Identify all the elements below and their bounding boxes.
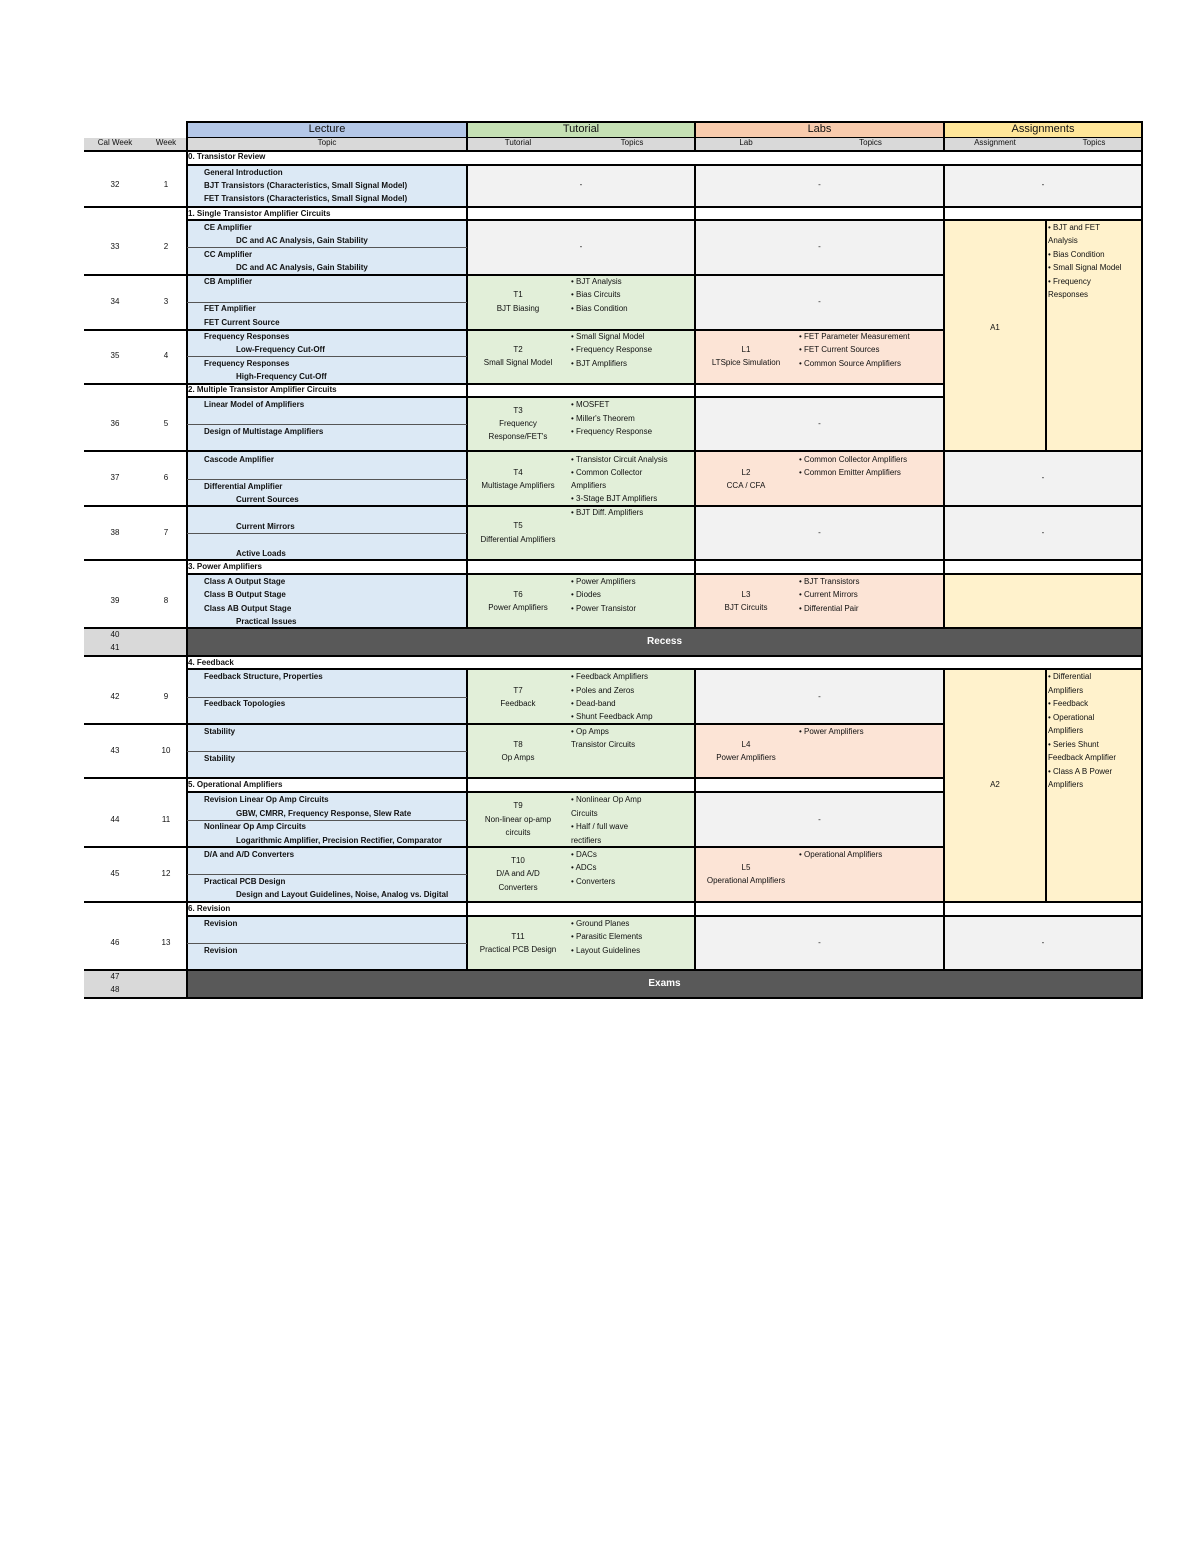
lecture-topic: Revision — [204, 919, 238, 928]
tutorial-topic: Circuits — [571, 809, 598, 818]
tutorial-title: Small Signal Model — [483, 358, 553, 367]
table-border — [186, 137, 1143, 138]
table-border — [186, 668, 1143, 670]
tutorial-topic: • BJT Diff. Amplifiers — [571, 508, 644, 517]
tutorial-id: T5 — [513, 521, 523, 530]
lab-title: Operational Amplifiers — [706, 876, 786, 885]
assignment-topic: • Feedback — [1048, 699, 1089, 708]
table-border — [84, 505, 1143, 507]
lab-topic: • Operational Amplifiers — [799, 850, 883, 859]
tutorial-topic: • Power Amplifiers — [571, 577, 636, 586]
table-border — [84, 274, 944, 276]
tutorial-topic: • Parasitic Elements — [571, 932, 643, 941]
lab-topic: • Common Emitter Amplifiers — [799, 468, 901, 477]
lab-id: L2 — [741, 468, 751, 477]
table-border — [943, 121, 945, 151]
table-border — [1045, 221, 1047, 450]
lecture-divider — [187, 697, 467, 698]
lecture-topic: CE Amplifier — [204, 223, 252, 232]
lecture-topic: Class B Output Stage — [204, 590, 286, 599]
cal-week: 33 — [110, 242, 120, 251]
lab-title: BJT Circuits — [724, 603, 768, 612]
assignment-sub-header: Assignment — [944, 138, 1046, 150]
tutorial-title: D/A and A/D — [496, 869, 540, 878]
lecture-divider — [187, 533, 467, 534]
week-number: 8 — [163, 596, 169, 605]
table-border — [186, 219, 1143, 221]
table-border — [466, 121, 468, 151]
cal-week: 35 — [110, 351, 120, 360]
section-title: 0. Transistor Review — [188, 152, 266, 161]
lecture-topic: BJT Transistors (Characteristics, Small Signal Model) — [204, 181, 408, 190]
tutorial-topic: Amplifiers — [571, 481, 607, 490]
empty-dash: - — [1041, 938, 1045, 947]
tutorial-topic: • Dead-band — [571, 699, 616, 708]
empty-dash: - — [818, 692, 821, 701]
cal-week: 48 — [110, 985, 120, 994]
recess-row: Recess — [187, 629, 1142, 655]
lecture-topic: General Introduction — [204, 168, 283, 177]
tutorial-topic: rectifiers — [571, 836, 602, 845]
tutorial-title: Practical PCB Design — [479, 945, 557, 954]
tutorial-topic: • Ground Planes — [571, 919, 630, 928]
table-border — [84, 997, 1143, 999]
lecture-divider — [187, 751, 467, 752]
week-number: 4 — [163, 351, 169, 360]
week-number: 12 — [161, 869, 171, 878]
tutorial-id: T11 — [511, 932, 525, 941]
tutorial-topic: • Op Amps — [571, 727, 609, 736]
table-border — [186, 915, 1143, 917]
lecture-topic: Frequency Responses — [204, 332, 290, 341]
tutorial-header: Tutorial — [467, 122, 695, 137]
cal-week: 44 — [110, 815, 120, 824]
lecture-divider — [187, 820, 467, 821]
table-border — [694, 669, 696, 971]
section-title: 3. Power Amplifiers — [188, 562, 262, 571]
week-number: 2 — [163, 242, 169, 251]
lecture-topic: FET Amplifier — [204, 304, 256, 313]
tutorial-topic: • Frequency Response — [571, 345, 653, 354]
empty-dash: - — [818, 815, 821, 824]
table-border — [84, 383, 944, 385]
empty-dash: - — [579, 242, 583, 251]
lecture-topic: FET Transistors (Characteristics, Small Signal Model) — [204, 194, 408, 203]
assignment-topic: Amplifiers — [1048, 780, 1084, 789]
tutorial-topic: • Bias Condition — [571, 304, 628, 313]
assignment-a1-block — [944, 221, 1142, 450]
tutorial-title: Response/FET's — [488, 432, 548, 441]
tutorial-topic: • Poles and Zeros — [571, 686, 635, 695]
lecture-topic: Class A Output Stage — [204, 577, 286, 586]
cal-week: 36 — [110, 419, 120, 428]
lecture-topic: FET Current Source — [204, 318, 280, 327]
lecture-subtopic: Design and Layout Guidelines, Noise, Analog vs. Digital — [236, 890, 449, 899]
lecture-topic: Feedback Structure, Properties — [204, 672, 323, 681]
tutorial-topic: • Miller's Theorem — [571, 414, 635, 423]
tutorial-title: Feedback — [500, 699, 536, 708]
assignment-id: A2 — [990, 780, 1000, 789]
assignment-topic: • Operational — [1048, 713, 1095, 722]
lecture-subtopic: Current Mirrors — [236, 522, 295, 531]
section-title: 1. Single Transistor Amplifier Circuits — [188, 209, 331, 218]
tutorial-id: T10 — [511, 856, 525, 865]
cal-week: 47 — [110, 972, 120, 981]
lecture-subtopic: Practical Issues — [236, 617, 297, 626]
labs-header: Labs — [695, 122, 944, 137]
section-title: 5. Operational Amplifiers — [188, 780, 283, 789]
tutorial-title: Differential Amplifiers — [480, 535, 556, 544]
lab-topic: • Common Source Amplifiers — [799, 359, 901, 368]
empty-dash: - — [818, 297, 821, 306]
assignments-header: Assignments — [944, 122, 1142, 137]
empty-dash: - — [818, 419, 821, 428]
tutorial-topic: • Layout Guidelines — [571, 946, 641, 955]
empty-dash: - — [818, 938, 821, 947]
lecture-topic: Class AB Output Stage — [204, 604, 292, 613]
lab-topic: • Power Amplifiers — [799, 727, 864, 736]
tutorial-id: T8 — [513, 740, 523, 749]
tutorial-topic: • Small Signal Model — [571, 332, 645, 341]
tutorial-title: Op Amps — [501, 753, 535, 762]
week-number: 7 — [163, 528, 169, 537]
table-border — [186, 121, 1143, 123]
table-border — [84, 723, 944, 725]
cal-week: 41 — [110, 643, 120, 652]
empty-dash: - — [818, 180, 821, 189]
table-border — [943, 669, 945, 971]
tutorial-topic: • Nonlinear Op Amp — [571, 795, 642, 804]
lecture-divider — [187, 943, 467, 944]
week-number: 13 — [161, 938, 171, 947]
assignment-topic: Amplifiers — [1048, 726, 1084, 735]
tutorial-topic: • Half / full wave — [571, 822, 629, 831]
tutorial-topic: • Converters — [571, 877, 616, 886]
section-title: 6. Revision — [188, 904, 231, 913]
lecture-divider — [187, 302, 467, 303]
lab-topic: • BJT Transistors — [799, 577, 860, 586]
tutorial-topic: • Diodes — [571, 590, 601, 599]
lab-id: L5 — [741, 863, 751, 872]
tutorial-id: T6 — [513, 590, 523, 599]
lecture-subtopic: DC and AC Analysis, Gain Stability — [236, 236, 368, 245]
week-number: 11 — [161, 815, 171, 824]
lecture-subtopic: Active Loads — [236, 549, 286, 558]
table-border — [186, 164, 1143, 166]
table-border — [84, 559, 1143, 561]
assignment-topic: • Bias Condition — [1048, 250, 1105, 259]
lecture-divider — [187, 874, 467, 875]
tutorial-sub-header: Tutorial — [467, 138, 569, 150]
tutorial-id: T1 — [513, 290, 523, 299]
tutorial-topic: • DACs — [571, 850, 597, 859]
tutorial-topic: • Bias Circuits — [571, 290, 621, 299]
tutorial-topic: Transistor Circuits — [571, 740, 636, 749]
empty-dash: - — [818, 528, 821, 537]
lecture-topic: Stability — [204, 754, 236, 763]
assignment-topics-header: Topics — [1046, 138, 1142, 150]
lab-topic: • FET Parameter Measurement — [799, 332, 910, 341]
table-border — [84, 901, 1143, 903]
lecture-topic: Practical PCB Design — [204, 877, 286, 886]
empty-dash: - — [579, 180, 583, 189]
tutorial-id: T4 — [513, 468, 523, 477]
lab-topics-header: Topics — [797, 138, 944, 150]
assignment-topic: Feedback Amplifier — [1048, 753, 1117, 762]
lecture-topic: Revision — [204, 946, 238, 955]
assignment-id: A1 — [990, 323, 1000, 332]
lecture-subtopic: Low-Frequency Cut-Off — [236, 345, 325, 354]
cal-week: 34 — [110, 297, 120, 306]
lecture-topic: Revision Linear Op Amp Circuits — [204, 795, 329, 804]
lab-id: L4 — [741, 740, 751, 749]
cal-week-header: Cal Week — [84, 138, 146, 150]
table-border — [84, 150, 1143, 152]
table-border — [694, 121, 696, 151]
assignment-topic: Amplifiers — [1048, 686, 1084, 695]
lab-title: Power Amplifiers — [716, 753, 776, 762]
lab-title: CCA / CFA — [726, 481, 766, 490]
assignment-topic: • Series Shunt — [1048, 740, 1099, 749]
lecture-topic: CC Amplifier — [204, 250, 253, 259]
week-number: 9 — [163, 692, 169, 701]
tutorial-id: T7 — [513, 686, 523, 695]
lab-id: L1 — [741, 345, 751, 354]
tutorial-topics-header: Topics — [569, 138, 695, 150]
week-number: 5 — [163, 419, 169, 428]
assignment-topic: Analysis — [1048, 236, 1078, 245]
tutorial-title: BJT Biasing — [496, 304, 540, 313]
lab-topic: • Differential Pair — [799, 604, 859, 613]
empty-dash: - — [818, 242, 821, 251]
table-border — [186, 791, 944, 793]
lecture-header: Lecture — [187, 122, 467, 137]
lecture-topic: Feedback Topologies — [204, 699, 286, 708]
lecture-topic: Stability — [204, 727, 236, 736]
table-border — [84, 206, 1143, 208]
lecture-topic: Cascode Amplifier — [204, 455, 274, 464]
table-border — [84, 627, 1143, 629]
cal-week: 45 — [110, 869, 120, 878]
section-title: 4. Feedback — [188, 658, 234, 667]
table-border — [84, 846, 944, 848]
assignment-topic: • Class A B Power — [1048, 767, 1113, 776]
tutorial-topic: • BJT Amplifiers — [571, 359, 627, 368]
lecture-subtopic: High-Frequency Cut-Off — [236, 372, 327, 381]
cal-week: 32 — [110, 180, 120, 189]
lecture-topic: Design of Multistage Amplifiers — [204, 427, 324, 436]
assignment-topic: • Frequency — [1048, 277, 1091, 286]
lab-topic: • Common Collector Amplifiers — [799, 455, 908, 464]
tutorial-topic: • Feedback Amplifiers — [571, 672, 649, 681]
tutorial-title: Non-linear op-amp — [484, 815, 552, 824]
table-border — [84, 450, 1143, 452]
lecture-topic-header: Topic — [187, 138, 467, 150]
tutorial-title: Multistage Amplifiers — [481, 481, 555, 490]
lecture-topic: CB Amplifier — [204, 277, 253, 286]
empty-dash: - — [1041, 180, 1045, 189]
cal-week: 46 — [110, 938, 120, 947]
cal-week: 38 — [110, 528, 120, 537]
lab-topic: • FET Current Sources — [799, 345, 880, 354]
tutorial-title: Frequency — [499, 419, 537, 428]
table-border — [186, 396, 944, 398]
lab-sub-header: Lab — [695, 138, 797, 150]
table-border — [84, 655, 1143, 657]
tutorial-id: T3 — [513, 406, 523, 415]
tutorial-title: Power Amplifiers — [488, 603, 548, 612]
lecture-topic: D/A and A/D Converters — [204, 850, 295, 859]
tutorial-title: Converters — [498, 883, 538, 892]
lecture-divider — [187, 479, 467, 480]
assignment-cell — [944, 575, 1142, 627]
lecture-subtopic: Logarithmic Amplifier, Precision Rectifier, Comparator — [236, 836, 442, 845]
tutorial-topic: • BJT Analysis — [571, 277, 622, 286]
table-border — [84, 777, 944, 779]
section-title: 2. Multiple Transistor Amplifier Circuits — [188, 385, 337, 394]
tutorial-id: T9 — [513, 801, 523, 810]
tutorial-topic: • Power Transistor — [571, 604, 637, 613]
cal-week: 37 — [110, 473, 120, 482]
assignment-topic: • Differential — [1048, 672, 1092, 681]
tutorial-title: circuits — [505, 828, 531, 837]
week-number: 6 — [163, 473, 169, 482]
assignment-topic: • BJT and FET — [1048, 223, 1101, 232]
cal-week: 43 — [110, 746, 120, 755]
week-number: 10 — [161, 746, 171, 755]
tutorial-topic: • MOSFET — [571, 400, 610, 409]
week-header: Week — [146, 138, 186, 150]
tutorial-topic: • Common Collector — [571, 468, 643, 477]
lab-title: LTSpice Simulation — [711, 358, 781, 367]
lecture-topic: Differential Amplifier — [204, 482, 283, 491]
assignment-topic: • Small Signal Model — [1048, 263, 1122, 272]
lecture-subtopic: GBW, CMRR, Frequency Response, Slew Rate — [236, 809, 412, 818]
lecture-divider — [187, 356, 467, 357]
table-border — [1045, 670, 1047, 901]
cal-week: 42 — [110, 692, 120, 701]
tutorial-topic: • Shunt Feedback Amp — [571, 712, 653, 721]
lecture-topic: Nonlinear Op Amp Circuits — [204, 822, 306, 831]
empty-dash: - — [1041, 528, 1045, 537]
tutorial-topic: • 3-Stage BJT Amplifiers — [571, 494, 658, 503]
table-border — [84, 329, 944, 331]
tutorial-topic: • Frequency Response — [571, 427, 653, 436]
exams-row: Exams — [187, 971, 1142, 997]
cal-week: 40 — [110, 630, 120, 639]
tutorial-topic: • Transistor Circuit Analysis — [571, 455, 668, 464]
lab-topic: • Current Mirrors — [799, 590, 858, 599]
lecture-divider — [187, 247, 467, 248]
tutorial-id: T2 — [513, 345, 523, 354]
tutorial-topic: • ADCs — [571, 863, 597, 872]
lecture-topic: Frequency Responses — [204, 359, 290, 368]
assignment-topic: Responses — [1048, 290, 1089, 299]
lecture-subtopic: DC and AC Analysis, Gain Stability — [236, 263, 368, 272]
week-number: 3 — [163, 297, 169, 306]
week-number: 1 — [163, 180, 169, 189]
lecture-topic: Linear Model of Amplifiers — [204, 400, 305, 409]
lab-id: L3 — [741, 590, 751, 599]
table-border — [186, 573, 1143, 575]
lecture-subtopic: Current Sources — [236, 495, 299, 504]
table-border — [84, 969, 1143, 971]
cal-week: 39 — [110, 596, 120, 605]
empty-dash: - — [1041, 473, 1045, 482]
lecture-divider — [187, 424, 467, 425]
